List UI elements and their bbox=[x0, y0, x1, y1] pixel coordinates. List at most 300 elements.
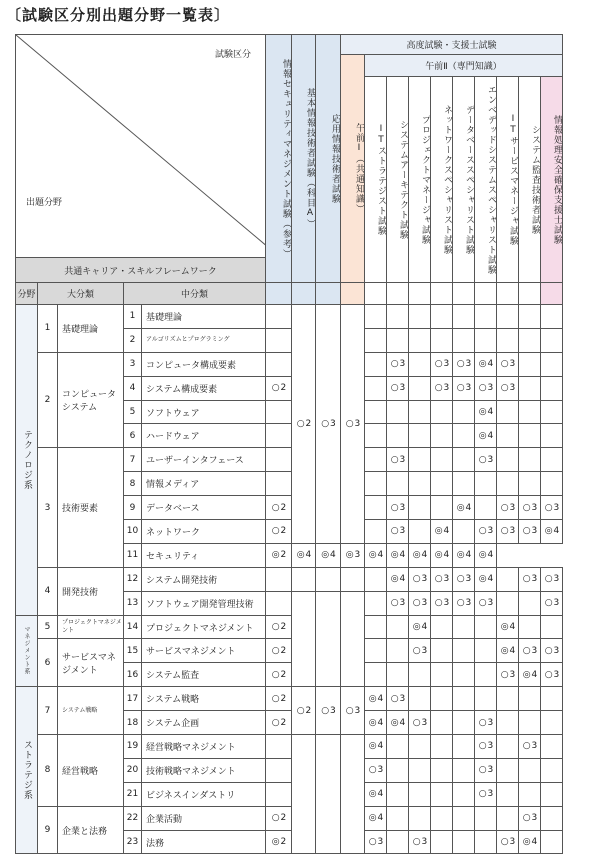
cell-db bbox=[453, 639, 475, 663]
cell-st bbox=[365, 520, 387, 544]
cell-pm bbox=[409, 806, 431, 830]
cell-db bbox=[453, 305, 475, 329]
col-bunya-header: 分野 bbox=[16, 283, 38, 305]
cell-sec-mgmt bbox=[266, 328, 292, 352]
cell-sec-mgmt bbox=[266, 567, 292, 591]
header-diagonal-cell bbox=[16, 35, 266, 258]
chu-number: 5 bbox=[124, 400, 142, 424]
cell-au: ○ 3 bbox=[519, 735, 541, 759]
cell-nw bbox=[431, 424, 453, 448]
cell-au: ○ 3 bbox=[519, 639, 541, 663]
cell-sm bbox=[497, 687, 519, 711]
pm2-header: 午前Ⅱ（専門知識） bbox=[365, 55, 563, 77]
chu-number: 7 bbox=[124, 448, 142, 472]
cell-es bbox=[475, 687, 497, 711]
cell-st bbox=[365, 400, 387, 424]
cell-ap bbox=[316, 591, 341, 687]
col-am1: 午前Ⅰ（共通知識） bbox=[341, 55, 365, 283]
cell-st bbox=[365, 615, 387, 639]
cell-st bbox=[365, 352, 387, 376]
col-ap: 応用情報技術者試験 bbox=[316, 35, 341, 283]
cell-es: ○ 3 bbox=[475, 376, 497, 400]
cell-es bbox=[475, 663, 497, 687]
col-nw: ネットワークスペシャリスト試験 bbox=[431, 77, 453, 283]
col-sa: システムアーキテクト試験 bbox=[387, 77, 409, 283]
cell-es: ◎ 4 bbox=[475, 424, 497, 448]
cell-nw bbox=[431, 615, 453, 639]
cell-sc bbox=[541, 424, 563, 448]
cell-pm: ◎ 4 bbox=[409, 615, 431, 639]
cell-sec-mgmt bbox=[266, 305, 292, 329]
cell-au bbox=[519, 472, 541, 496]
cell-sa: ○ 3 bbox=[387, 448, 409, 472]
chu-name: ソフトウェア開発管理技術 bbox=[142, 591, 266, 615]
cell-sm: ○ 3 bbox=[497, 830, 519, 854]
col-st: ITストラテジスト試験 bbox=[365, 77, 387, 283]
table-row bbox=[16, 639, 563, 663]
chu-name: ビジネスインダストリ bbox=[142, 782, 266, 806]
cell-am1 bbox=[341, 567, 365, 591]
cell-db bbox=[453, 782, 475, 806]
dai-number: 9 bbox=[38, 806, 58, 854]
dai-number: 4 bbox=[38, 567, 58, 615]
cell-au bbox=[519, 448, 541, 472]
chu-number: 20 bbox=[124, 758, 142, 782]
cell-au bbox=[519, 376, 541, 400]
cell-pm bbox=[409, 448, 431, 472]
chu-number: 14 bbox=[124, 615, 142, 639]
chu-number: 9 bbox=[124, 496, 142, 520]
col-dai-header: 大分類 bbox=[38, 283, 124, 305]
cell-sec-mgmt bbox=[266, 448, 292, 472]
cell-st: ◎ 4 bbox=[365, 711, 387, 735]
cell-sm bbox=[497, 711, 519, 735]
chu-number: 16 bbox=[124, 663, 142, 687]
cell-sa: ○ 3 bbox=[387, 687, 409, 711]
cell-fe: ○ 2 bbox=[292, 687, 316, 735]
cell-db: ◎ 4 bbox=[453, 496, 475, 520]
cell-es: ◎ 4 bbox=[475, 352, 497, 376]
chu-number: 15 bbox=[124, 639, 142, 663]
cell-pm: ○ 3 bbox=[409, 567, 431, 591]
dai-name: システム戦略 bbox=[58, 687, 124, 735]
table-row bbox=[16, 615, 563, 639]
chu-name: ハードウェア bbox=[142, 424, 266, 448]
cell-sc: ○ 3 bbox=[541, 591, 563, 615]
exam-category-label: 試験区分 bbox=[214, 50, 251, 60]
chu-number: 2 bbox=[124, 328, 142, 352]
chu-name: システム監査 bbox=[142, 663, 266, 687]
cell-sa bbox=[387, 663, 409, 687]
cell-sc: ◎ 4 bbox=[475, 543, 497, 567]
dai-name: コンピュータシステム bbox=[58, 352, 124, 448]
cell-fe bbox=[292, 567, 316, 591]
chu-name: ネットワーク bbox=[142, 520, 266, 544]
table-row bbox=[16, 567, 563, 591]
cell-st bbox=[365, 639, 387, 663]
chu-name: ユーザーインタフェース bbox=[142, 448, 266, 472]
cell-sm bbox=[497, 305, 519, 329]
cell-es: ◎ 4 bbox=[409, 543, 431, 567]
cell-sm: ○ 3 bbox=[497, 520, 519, 544]
dai-number: 8 bbox=[38, 735, 58, 807]
cell-nw bbox=[431, 448, 453, 472]
cell-db bbox=[453, 758, 475, 782]
cell-au bbox=[519, 328, 541, 352]
chu-name: 技術戦略マネジメント bbox=[142, 758, 266, 782]
cell-am1 bbox=[341, 591, 365, 687]
cell-st bbox=[365, 496, 387, 520]
cell-sec-mgmt bbox=[266, 782, 292, 806]
dai-name: 技術要素 bbox=[58, 448, 124, 567]
cell-es: ◎ 4 bbox=[475, 400, 497, 424]
dai-name: 基礎理論 bbox=[58, 305, 124, 353]
chu-number: 21 bbox=[124, 782, 142, 806]
cell-es bbox=[475, 830, 497, 854]
cell-sa bbox=[387, 639, 409, 663]
table-row bbox=[16, 448, 563, 472]
cell-db bbox=[453, 711, 475, 735]
chu-number: 12 bbox=[124, 567, 142, 591]
col-es: エンベデッドシステムスペシャリスト試験 bbox=[475, 77, 497, 283]
cell-pm: ○ 3 bbox=[409, 591, 431, 615]
cell-sc bbox=[541, 448, 563, 472]
cell-sec-mgmt: ○ 2 bbox=[266, 663, 292, 687]
chu-name: システム開発技術 bbox=[142, 567, 266, 591]
cell-sm: ○ 3 bbox=[497, 663, 519, 687]
cell-pm bbox=[409, 758, 431, 782]
dai-name: 経営戦略 bbox=[58, 735, 124, 807]
field-strat: ストラテジ系 bbox=[16, 687, 38, 854]
cell-db bbox=[453, 400, 475, 424]
cell-sc bbox=[541, 735, 563, 759]
cell-sa: ○ 3 bbox=[387, 520, 409, 544]
cell-db bbox=[453, 806, 475, 830]
cell-sa bbox=[387, 328, 409, 352]
cell-nw bbox=[431, 735, 453, 759]
cell-sa bbox=[387, 806, 409, 830]
col-pm: プロジェクトマネージャ試験 bbox=[409, 77, 431, 283]
cell-sm bbox=[497, 782, 519, 806]
cell-sm bbox=[497, 806, 519, 830]
cell-sm bbox=[497, 424, 519, 448]
cell-st: ○ 3 bbox=[365, 758, 387, 782]
cell-au bbox=[519, 591, 541, 615]
cell-nw: ◎ 4 bbox=[431, 520, 453, 544]
cell-sa: ◎ 4 bbox=[387, 711, 409, 735]
cell-sa: ○ 3 bbox=[387, 352, 409, 376]
cell-sc bbox=[541, 806, 563, 830]
cell-pm: ◎ 3 bbox=[341, 543, 365, 567]
cell-au: ◎ 4 bbox=[453, 543, 475, 567]
cell-db bbox=[453, 328, 475, 352]
cell-db bbox=[453, 448, 475, 472]
chu-number: 4 bbox=[124, 376, 142, 400]
cell-sm: ◎ 4 bbox=[431, 543, 453, 567]
cell-au bbox=[519, 424, 541, 448]
cell-sa bbox=[387, 472, 409, 496]
chu-name: コンピュータ構成要素 bbox=[142, 352, 266, 376]
cell-db bbox=[453, 424, 475, 448]
cell-nw: ○ 3 bbox=[431, 591, 453, 615]
chu-name: セキュリティ bbox=[142, 543, 266, 567]
cell-sm bbox=[497, 400, 519, 424]
cell-es bbox=[475, 328, 497, 352]
chu-name: プロジェクトマネジメント bbox=[142, 615, 266, 639]
page-title: 〔試験区分別出題分野一覧表〕 bbox=[6, 6, 231, 24]
cell-sa bbox=[387, 782, 409, 806]
cell-ap: ○ 3 bbox=[316, 305, 341, 544]
col-db: データベーススペシャリスト試験 bbox=[453, 77, 475, 283]
cell-fe: ○ 2 bbox=[292, 305, 316, 544]
cell-pm: ○ 3 bbox=[409, 711, 431, 735]
cell-sm: ○ 3 bbox=[497, 376, 519, 400]
cell-sec-mgmt bbox=[266, 424, 292, 448]
cell-es: ○ 3 bbox=[475, 591, 497, 615]
cell-sa bbox=[387, 400, 409, 424]
chu-number: 11 bbox=[124, 543, 142, 567]
cell-au: ○ 3 bbox=[519, 567, 541, 591]
chu-name: アルゴリズムとプログラミング bbox=[142, 328, 266, 352]
cell-au bbox=[519, 400, 541, 424]
chu-number: 6 bbox=[124, 424, 142, 448]
cell-st: ◎ 4 bbox=[365, 735, 387, 759]
cell-nw: ○ 3 bbox=[431, 376, 453, 400]
cell-sec-mgmt: ○ 2 bbox=[266, 496, 292, 520]
chu-name: 情報メディア bbox=[142, 472, 266, 496]
dai-number: 7 bbox=[38, 687, 58, 735]
cell-pm bbox=[409, 472, 431, 496]
chu-name: システム構成要素 bbox=[142, 376, 266, 400]
cell-es bbox=[475, 496, 497, 520]
cell-es bbox=[475, 806, 497, 830]
cell-sec-mgmt: ○ 2 bbox=[266, 615, 292, 639]
cell-es bbox=[475, 639, 497, 663]
cell-sec-mgmt bbox=[266, 352, 292, 376]
dai-number: 2 bbox=[38, 352, 58, 448]
chu-number: 19 bbox=[124, 735, 142, 759]
cell-db bbox=[453, 663, 475, 687]
cell-pm bbox=[409, 424, 431, 448]
cell-sm bbox=[497, 472, 519, 496]
cell-es: ○ 3 bbox=[475, 711, 497, 735]
cell-sm bbox=[497, 758, 519, 782]
cell-st bbox=[365, 567, 387, 591]
chu-number: 13 bbox=[124, 591, 142, 615]
chu-name: 基礎理論 bbox=[142, 305, 266, 329]
cell-sa bbox=[387, 305, 409, 329]
cell-pm bbox=[409, 663, 431, 687]
table-row bbox=[16, 352, 563, 376]
cell-st bbox=[365, 472, 387, 496]
cell-pm bbox=[409, 352, 431, 376]
cell-st: ◎ 4 bbox=[365, 782, 387, 806]
cell-sc: ◎ 4 bbox=[541, 520, 563, 544]
chu-number: 1 bbox=[124, 305, 142, 329]
cell-sm: ◎ 4 bbox=[497, 615, 519, 639]
dai-name: 開発技術 bbox=[58, 567, 124, 615]
dai-name: サービスマネジメント bbox=[58, 639, 124, 687]
cell-sc bbox=[541, 376, 563, 400]
cell-db: ○ 3 bbox=[453, 591, 475, 615]
cell-db bbox=[453, 735, 475, 759]
cell-es: ○ 3 bbox=[475, 520, 497, 544]
chu-name: サービスマネジメント bbox=[142, 639, 266, 663]
dai-number: 1 bbox=[38, 305, 58, 353]
dai-number: 6 bbox=[38, 639, 58, 687]
cell-sc bbox=[541, 782, 563, 806]
cell-sa: ○ 3 bbox=[387, 496, 409, 520]
cell-am1: ○ 3 bbox=[341, 687, 365, 735]
cell-db: ◎ 4 bbox=[387, 543, 409, 567]
cell-es bbox=[475, 305, 497, 329]
cell-pm bbox=[409, 687, 431, 711]
cell-nw bbox=[431, 711, 453, 735]
col-sc: 情報処理安全確保支援士試験 bbox=[541, 77, 563, 283]
cell-nw: ○ 3 bbox=[431, 567, 453, 591]
cell-au bbox=[519, 687, 541, 711]
col-chu-header: 中分類 bbox=[124, 283, 266, 305]
cell-db bbox=[453, 615, 475, 639]
cell-pm bbox=[409, 376, 431, 400]
cell-db: ○ 3 bbox=[453, 376, 475, 400]
field-tech: テクノロジ系 bbox=[16, 305, 38, 616]
cell-sa: ○ 3 bbox=[387, 376, 409, 400]
table-row bbox=[16, 305, 563, 329]
cell-ap bbox=[316, 567, 341, 591]
diagonal-line bbox=[16, 35, 266, 258]
dai-number: 5 bbox=[38, 615, 58, 639]
cell-pm bbox=[409, 520, 431, 544]
chu-name: ソフトウェア bbox=[142, 400, 266, 424]
cell-sm bbox=[497, 591, 519, 615]
cell-es: ○ 3 bbox=[475, 448, 497, 472]
cell-db bbox=[453, 520, 475, 544]
cell-sec-mgmt bbox=[266, 735, 292, 759]
exam-field-table bbox=[15, 34, 563, 854]
cell-pm bbox=[409, 328, 431, 352]
cell-nw: ○ 3 bbox=[431, 352, 453, 376]
chu-number: 8 bbox=[124, 472, 142, 496]
cell-au bbox=[519, 352, 541, 376]
cell-sc bbox=[541, 615, 563, 639]
cell-st bbox=[365, 328, 387, 352]
chu-name: システム企画 bbox=[142, 711, 266, 735]
cell-sec-mgmt: ◎ 2 bbox=[266, 543, 292, 567]
chu-name: システム戦略 bbox=[142, 687, 266, 711]
cell-pm bbox=[409, 496, 431, 520]
cell-pm bbox=[409, 735, 431, 759]
cell-st bbox=[365, 448, 387, 472]
cell-st: ◎ 4 bbox=[292, 543, 316, 567]
cell-sec-mgmt bbox=[266, 472, 292, 496]
cell-sc bbox=[541, 328, 563, 352]
cell-sa bbox=[387, 735, 409, 759]
cell-sm bbox=[497, 567, 519, 591]
cell-au: ○ 3 bbox=[519, 520, 541, 544]
cell-es: ○ 3 bbox=[475, 735, 497, 759]
cell-db bbox=[453, 830, 475, 854]
cell-es: ◎ 4 bbox=[475, 567, 497, 591]
cell-st bbox=[365, 591, 387, 615]
cell-sc: ○ 3 bbox=[541, 639, 563, 663]
cell-db bbox=[453, 687, 475, 711]
cell-nw bbox=[431, 758, 453, 782]
cell-nw bbox=[431, 472, 453, 496]
cell-sc bbox=[541, 472, 563, 496]
cell-sc bbox=[541, 687, 563, 711]
cell-sc bbox=[541, 758, 563, 782]
field-mgmt: マネジメント系 bbox=[16, 615, 38, 687]
cell-nw bbox=[431, 400, 453, 424]
cell-au bbox=[519, 305, 541, 329]
advanced-header: 高度試験・支援士試験 bbox=[341, 35, 563, 55]
cell-sm bbox=[497, 735, 519, 759]
col-sec-mgmt: 情報セキュリティマネジメント試験（参考） bbox=[266, 35, 292, 283]
cell-nw bbox=[431, 305, 453, 329]
cell-nw bbox=[431, 328, 453, 352]
cell-pm: ○ 3 bbox=[409, 639, 431, 663]
cell-au bbox=[519, 615, 541, 639]
chu-number: 3 bbox=[124, 352, 142, 376]
cell-pm bbox=[409, 400, 431, 424]
cell-pm bbox=[409, 782, 431, 806]
chu-name: 法務 bbox=[142, 830, 266, 854]
cell-sa: ◎ 4 bbox=[387, 567, 409, 591]
cell-sm bbox=[497, 328, 519, 352]
cell-st bbox=[365, 424, 387, 448]
cell-nw bbox=[431, 496, 453, 520]
cell-fe bbox=[292, 591, 316, 687]
cell-sa: ○ 3 bbox=[387, 591, 409, 615]
dai-name: プロジェクトマネジメント bbox=[58, 615, 124, 639]
cell-am1 bbox=[341, 735, 365, 854]
cell-sec-mgmt bbox=[266, 758, 292, 782]
cell-am1: ○ 3 bbox=[341, 305, 365, 544]
cell-nw bbox=[431, 830, 453, 854]
cell-db: ○ 3 bbox=[453, 352, 475, 376]
cell-sc bbox=[541, 352, 563, 376]
cell-sa: ◎ 4 bbox=[316, 543, 341, 567]
cell-es: ○ 3 bbox=[475, 782, 497, 806]
cell-sa bbox=[387, 830, 409, 854]
cell-sc: ○ 3 bbox=[541, 496, 563, 520]
cell-sm bbox=[497, 448, 519, 472]
chu-number: 22 bbox=[124, 806, 142, 830]
cell-st bbox=[365, 663, 387, 687]
cell-ap bbox=[316, 735, 341, 854]
framework-label: 共通キャリア・スキルフレームワーク bbox=[16, 258, 266, 283]
cell-au bbox=[519, 782, 541, 806]
cell-sec-mgmt: ○ 2 bbox=[266, 711, 292, 735]
cell-sec-mgmt: ○ 2 bbox=[266, 376, 292, 400]
cell-sec-mgmt: ◎ 2 bbox=[266, 830, 292, 854]
cell-sec-mgmt bbox=[266, 591, 292, 615]
cell-es bbox=[475, 615, 497, 639]
cell-sec-mgmt: ○ 2 bbox=[266, 520, 292, 544]
dai-name: 企業と法務 bbox=[58, 806, 124, 854]
cell-st: ○ 3 bbox=[365, 830, 387, 854]
cell-nw bbox=[431, 687, 453, 711]
cell-au: ◎ 4 bbox=[519, 663, 541, 687]
chu-name: データベース bbox=[142, 496, 266, 520]
cell-st bbox=[365, 305, 387, 329]
cell-sm: ○ 3 bbox=[497, 496, 519, 520]
cell-sc bbox=[541, 711, 563, 735]
cell-nw bbox=[431, 782, 453, 806]
cell-sa bbox=[387, 758, 409, 782]
chu-name: 企業活動 bbox=[142, 806, 266, 830]
